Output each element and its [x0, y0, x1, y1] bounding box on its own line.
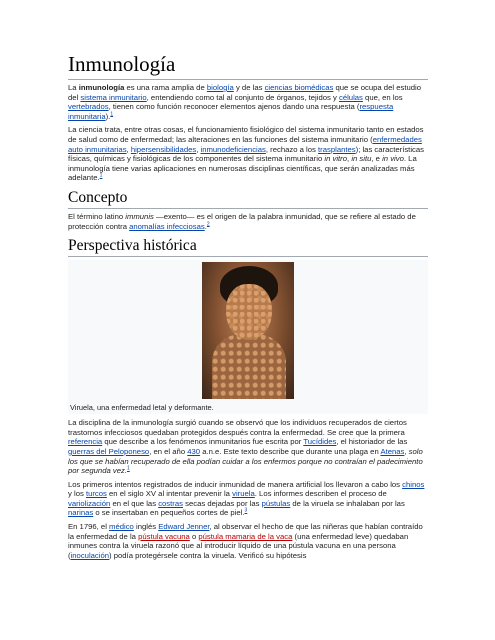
text: y los: [68, 489, 86, 499]
link-inoculacion[interactable]: inoculación: [70, 550, 110, 560]
italic-term: in vivo: [382, 154, 404, 164]
text: secas dejadas por las: [182, 498, 262, 508]
link-pustula-mamaria[interactable]: pústula mamaria de la vaca: [198, 531, 293, 541]
link-atenas[interactable]: Atenas: [380, 446, 405, 456]
link-biologia[interactable]: biología: [206, 83, 234, 92]
link-hipersensibilidades[interactable]: hipersensibilidades: [130, 144, 197, 154]
link-celulas[interactable]: células: [338, 92, 363, 102]
reference-link[interactable]: 3: [244, 507, 248, 514]
text: . Los informes describen el proceso de: [254, 489, 387, 499]
text: ,: [404, 446, 409, 456]
link-vertebrados[interactable]: vertebrados: [68, 102, 109, 112]
link-trasplantes[interactable]: trasplantes: [318, 144, 356, 154]
link-respuesta-inmunitaria[interactable]: respuesta inmunitaria: [68, 102, 394, 121]
text: en el que las: [110, 498, 159, 508]
link-inmunodeficiencias[interactable]: inmunodeficiencias: [200, 144, 266, 154]
intro-paragraph-2: [68, 125, 428, 183]
historia-paragraph-1: [68, 418, 428, 476]
link-viruela[interactable]: viruela: [232, 489, 255, 499]
link-430[interactable]: 430: [187, 446, 201, 456]
text: En 1796, el: [68, 522, 110, 532]
text: es una rama amplia de: [124, 83, 207, 92]
link-chinos[interactable]: chinos: [402, 479, 425, 489]
historia-paragraph-2: [68, 480, 428, 518]
text: , rechazo a los: [265, 144, 319, 154]
text: de la viruela se inhalaban por las: [290, 498, 405, 508]
link-narinas[interactable]: narinas: [68, 508, 94, 518]
reference-link[interactable]: 1: [126, 465, 130, 472]
link-sistema-inmunitario[interactable]: sistema inmunitario: [80, 92, 147, 102]
link-ciencias-biomedicas[interactable]: ciencias biomédicas: [264, 83, 334, 92]
text: El término latino: [68, 211, 126, 221]
text: ,: [347, 154, 352, 164]
text: inglés: [133, 522, 159, 532]
article-body: [68, 52, 428, 564]
text: ).: [105, 111, 111, 121]
text: o: [189, 531, 199, 541]
reference-link[interactable]: 1: [99, 172, 103, 179]
text: .: [204, 221, 207, 231]
page-title: Inmunología: [68, 52, 428, 80]
text: que se ocupa del estudio del: [68, 83, 421, 102]
section-heading-historia: Perspectiva histórica: [68, 237, 428, 257]
text: ,: [196, 144, 201, 154]
text: ); las características físicas, químicas y fisiológicas de los componentes del sistema inmunitario: [68, 144, 424, 164]
text: Los primeros intentos registrados de inducir inmunidad de manera artificial los llevaron a cabo los: [68, 479, 403, 489]
link-edward-jenner[interactable]: Edward Jenner: [158, 522, 210, 532]
italic-quote: solo los que se habían recuperado de ella podían cuidar a los enfermos porque no contraían el padecimiento por segunda vez.: [68, 446, 423, 476]
text: , e: [371, 154, 383, 164]
text: , entendiendo como tal al conjunto de órganos, tejidos y: [146, 92, 339, 102]
text: (una enfermedad leve) quedaban inmunes contra la viruela razonó que al introducir líquido de una pústula vacuna en una persona (: [68, 531, 409, 560]
text: , en el año: [149, 446, 188, 456]
link-tucidides[interactable]: Tucídides: [303, 437, 337, 447]
italic-term: immunis: [125, 211, 154, 221]
italic-term: in situ: [351, 154, 372, 164]
link-anomalias-infecciosas[interactable]: anomalías infecciosas: [129, 221, 205, 231]
link-turcos[interactable]: turcos: [85, 489, 107, 499]
smallpox-child-photo[interactable]: [202, 262, 294, 399]
reference-link[interactable]: 1: [110, 111, 114, 118]
text: que describe a los fenómenos inmunitarios fue escrita por: [102, 437, 304, 447]
link-variolizacion[interactable]: variolización: [68, 498, 111, 508]
link-pustula-vacuna[interactable]: pústula vacuna: [138, 531, 190, 541]
figure-viruela: [68, 260, 428, 414]
link-pustulas[interactable]: pústulas: [261, 498, 291, 508]
bold-term: inmunología: [78, 83, 125, 92]
text: o se insertaban en pequeños cortes de piel.: [93, 508, 245, 518]
photo-face: [226, 284, 272, 340]
photo-body: [212, 334, 286, 399]
text: ,: [126, 144, 131, 154]
text: La ciencia trata, entre otras cosas, el funcionamiento fisiológico del sistema inmunitario tanto en estados de salud como de enfermedad; las alteraciones en las funciones del sistema inmunitario (: [68, 125, 424, 144]
text: , al observar el hecho de que las niñeras que habían contraído la enfermedad de la: [68, 522, 423, 541]
intro-paragraph-1: [68, 83, 428, 121]
text: y de las: [233, 83, 265, 92]
link-guerras-peloponeso[interactable]: guerras del Peloponeso: [68, 446, 150, 456]
text: en el siglo XV al intentar prevenir la: [106, 489, 233, 499]
text: ) podía protegérsele contra la viruela. Verificó su hipótesis: [109, 550, 307, 560]
figure-caption: Viruela, una enfermedad letal y deformante.: [70, 403, 214, 413]
text: La: [68, 83, 79, 92]
link-enfermedades-autoinmunitarias[interactable]: enfermedades auto inmunitarias: [68, 134, 422, 154]
text: a.n.e. Este texto describe que durante una plaga en: [200, 446, 381, 456]
link-medico[interactable]: médico: [109, 522, 134, 532]
concepto-paragraph: [68, 212, 428, 231]
text: , el historiador de las: [336, 437, 408, 447]
text: —exento— es el origen de la palabra inmunidad, que se refiere al estado de protección contra: [68, 211, 416, 231]
text: que, en los: [362, 92, 403, 102]
text: . La inmunología tiene varias aplicaciones en numerosas disciplinas científicas, que serán analizadas más adelante.: [68, 154, 417, 183]
reference-link[interactable]: 2: [206, 220, 210, 227]
italic-term: in vitro: [324, 154, 348, 164]
link-costras[interactable]: costras: [158, 498, 183, 508]
text: , tienen como función reconocer elementos ajenos dando una respuesta (: [108, 102, 360, 112]
text: La disciplina de la inmunología surgió cuando se observó que los individuos recuperados de ciertos trastornos infecciosos quedaban protegidos después contra la enfermedad. Se cree que la primera: [68, 418, 407, 437]
section-heading-concepto: Concepto: [68, 189, 428, 209]
historia-paragraph-3: [68, 522, 428, 560]
link-referencia[interactable]: referencia: [68, 437, 103, 447]
